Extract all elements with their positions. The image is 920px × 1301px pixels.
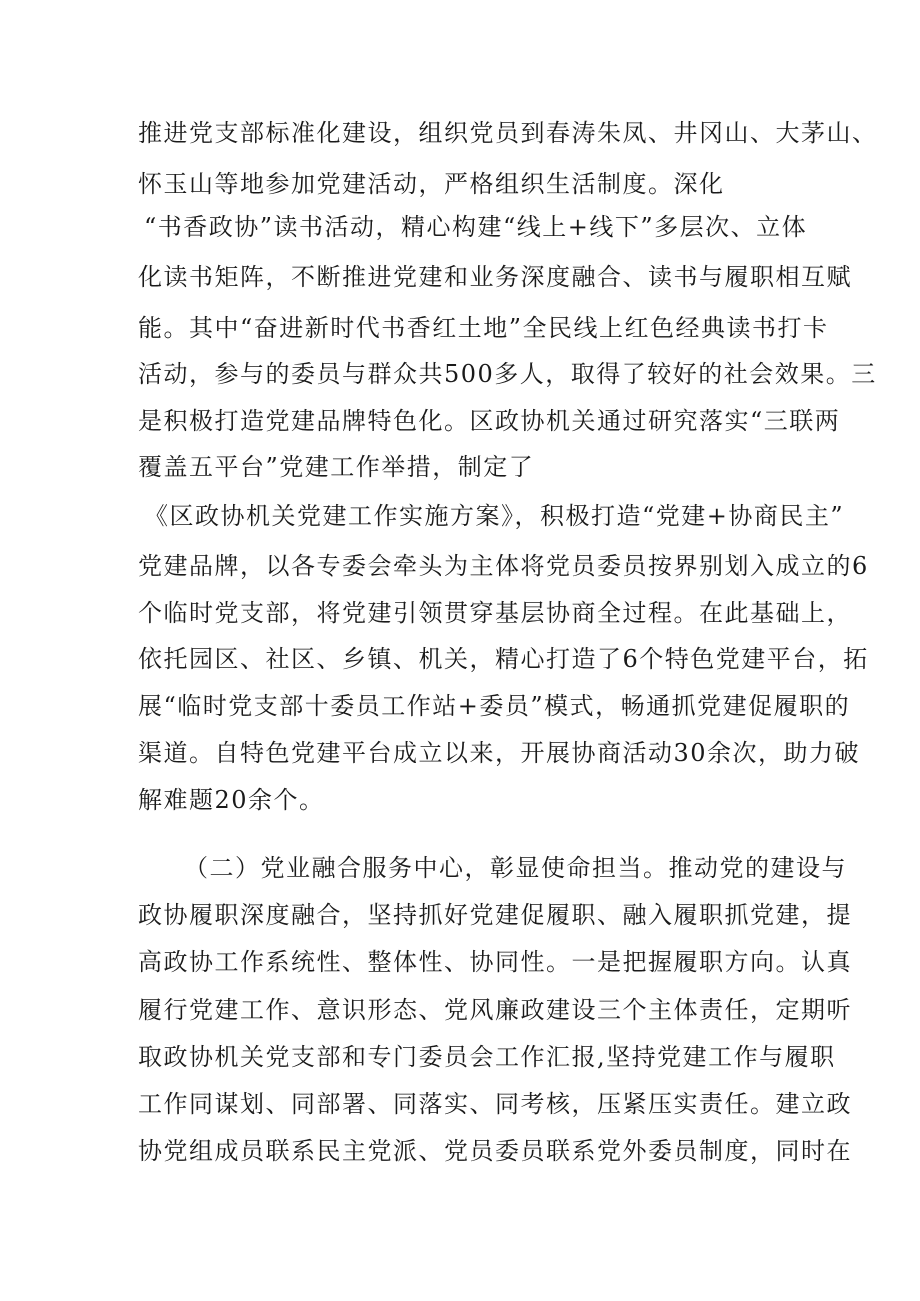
text-line: 履行党建工作、意识形态、党风廉政建设三个主体责任，定期听	[138, 996, 852, 1024]
text-line: 活动，参与的委员与群众共500多人，取得了较好的社会效果。三	[138, 360, 877, 388]
text-line: 依托园区、社区、乡镇、机关，精心打造了6个特色党建平台，拓	[138, 645, 869, 673]
text-line: 渠道。自特色党建平台成立以来，开展协商活动30余次，助力破	[138, 739, 861, 767]
text-line: 取政协机关党支部和专门委员会工作汇报,坚持党建工作与履职	[138, 1043, 836, 1071]
text-line: 覆盖五平台”党建工作举措，制定了	[138, 453, 535, 481]
text-line: （二）党业融合服务中心，彰显使命担当。推动党的建设与	[184, 854, 847, 882]
text-line: 展“临时党支部十委员工作站+委员”模式，畅通抓党建促履职的	[138, 692, 851, 720]
text-line: 《区政协机关党建工作实施方案》，积极打造“党建+协商民主”	[144, 502, 845, 530]
text-line: 个临时党支部，将党建引领贯穿基层协商全过程。在此基础上，	[138, 599, 852, 627]
text-line: 推进党支部标准化建设，组织党员到春涛朱凤、井冈山、大茅山、	[138, 119, 878, 147]
text-line: 能。其中“奋进新时代书香红土地”全民线上红色经典读书打卡	[138, 314, 829, 342]
text-line: 党建品牌，以各专委会牵头为主体将党员委员按界别划入成立的6	[138, 552, 869, 580]
text-line: 化读书矩阵，不断推进党建和业务深度融合、读书与履职相互赋	[138, 263, 852, 291]
text-line: 怀玉山等地参加党建活动，严格组织生活制度。深化	[138, 170, 725, 198]
text-line: 工作同谋划、同部署、同落实、同考核，压紧压实责任。建立政	[138, 1090, 852, 1118]
text-line: 协党组成员联系民主党派、党员委员联系党外委员制度，同时在	[138, 1137, 852, 1165]
text-line: 是积极打造党建品牌特色化。区政协机关通过研究落实“三联两	[138, 407, 841, 435]
text-line: “书香政协”读书活动，精心构建“线上+线下”多层次、立体	[144, 213, 808, 241]
text-line: 政协履职深度融合，坚持抓好党建促履职、融入履职抓党建，提	[138, 901, 852, 929]
text-line: 解难题20余个。	[138, 786, 325, 814]
text-line: 高政协工作系统性、整体性、协同性。一是把握履职方向。认真	[138, 948, 852, 976]
